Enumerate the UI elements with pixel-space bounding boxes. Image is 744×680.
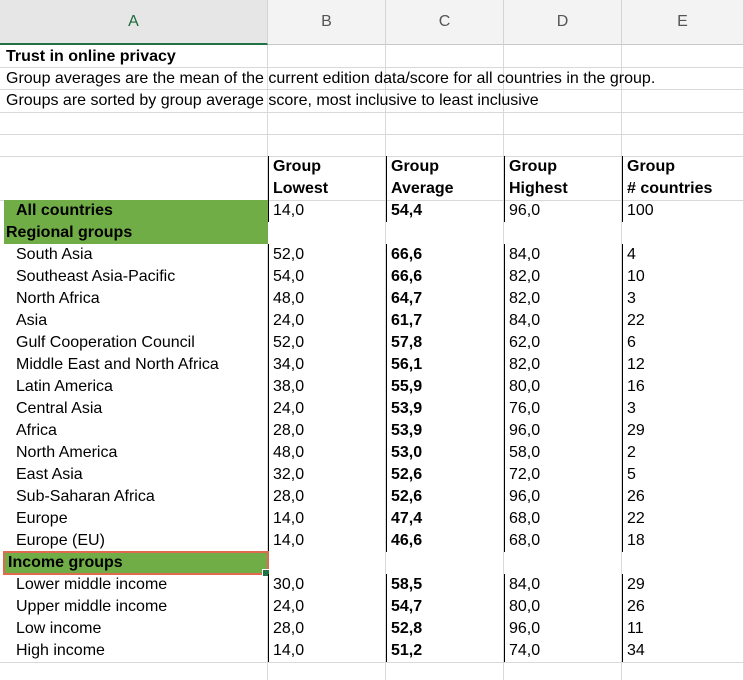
group-highest[interactable]: 84,0 — [504, 574, 622, 596]
group-name[interactable]: Gulf Cooperation Council — [16, 334, 195, 351]
group-name[interactable]: Central Asia — [16, 400, 103, 417]
all-countries-count[interactable]: 100 — [622, 200, 740, 222]
group-highest[interactable]: 96,0 — [504, 486, 622, 508]
group-average[interactable]: 55,9 — [386, 376, 504, 398]
group-lowest[interactable]: 24,0 — [268, 596, 386, 618]
group-highest[interactable]: 74,0 — [504, 640, 622, 662]
group-count[interactable]: 29 — [622, 420, 740, 442]
group-name[interactable]: Latin America — [16, 378, 113, 395]
group-count[interactable]: 6 — [622, 332, 740, 354]
group-highest[interactable]: 96,0 — [504, 420, 622, 442]
group-name[interactable]: Southeast Asia-Pacific — [16, 268, 176, 285]
group-average[interactable]: 58,5 — [386, 574, 504, 596]
group-name[interactable]: Lower middle income — [16, 576, 168, 593]
header-average-line2[interactable]: Average — [386, 178, 504, 200]
group-count[interactable]: 12 — [622, 354, 740, 376]
column-header-a[interactable] — [0, 0, 268, 45]
group-highest[interactable]: 72,0 — [504, 464, 622, 486]
group-lowest[interactable]: 48,0 — [268, 442, 386, 464]
header-count-line2[interactable]: # countries — [622, 178, 740, 200]
group-name[interactable]: Asia — [16, 312, 48, 329]
header-lowest-line2[interactable]: Lowest — [268, 178, 386, 200]
group-highest[interactable]: 76,0 — [504, 398, 622, 420]
group-count[interactable]: 22 — [622, 310, 740, 332]
group-average[interactable]: 52,6 — [386, 486, 504, 508]
header-count-line1[interactable]: Group — [622, 156, 740, 178]
grid-line — [0, 112, 744, 113]
group-lowest[interactable]: 24,0 — [268, 310, 386, 332]
column-header-d[interactable] — [504, 0, 622, 45]
group-name[interactable]: Sub-Saharan Africa — [16, 488, 155, 505]
group-name[interactable]: Middle East and North Africa — [16, 356, 219, 373]
group-average[interactable]: 53,9 — [386, 420, 504, 442]
header-lowest-line1[interactable]: Group — [268, 156, 386, 178]
group-count[interactable]: 29 — [622, 574, 740, 596]
header-highest-line2[interactable]: Highest — [504, 178, 622, 200]
group-highest[interactable]: 58,0 — [504, 442, 622, 464]
column-header-label: E — [677, 13, 688, 30]
column-header-label: B — [321, 13, 332, 30]
group-name[interactable]: East Asia — [16, 466, 83, 483]
group-count[interactable]: 5 — [622, 464, 740, 486]
group-highest[interactable]: 82,0 — [504, 288, 622, 310]
group-lowest[interactable]: 32,0 — [268, 464, 386, 486]
group-lowest[interactable]: 34,0 — [268, 354, 386, 376]
group-count[interactable]: 22 — [622, 508, 740, 530]
group-count[interactable]: 34 — [622, 640, 740, 662]
group-highest[interactable]: 84,0 — [504, 244, 622, 266]
group-average[interactable]: 51,2 — [386, 640, 504, 662]
group-lowest[interactable]: 52,0 — [268, 244, 386, 266]
group-lowest[interactable]: 54,0 — [268, 266, 386, 288]
all-countries-label[interactable]: All countries — [4, 200, 268, 222]
group-lowest[interactable]: 28,0 — [268, 420, 386, 442]
group-average[interactable]: 47,4 — [386, 508, 504, 530]
column-header-e[interactable] — [622, 0, 744, 45]
group-count[interactable]: 10 — [622, 266, 740, 288]
group-highest[interactable]: 96,0 — [504, 618, 622, 640]
group-name[interactable]: Low income — [16, 620, 102, 637]
group-count[interactable]: 18 — [622, 530, 740, 552]
group-lowest[interactable]: 28,0 — [268, 486, 386, 508]
group-average[interactable]: 56,1 — [386, 354, 504, 376]
group-highest[interactable]: 82,0 — [504, 266, 622, 288]
group-count[interactable]: 2 — [622, 442, 740, 464]
sheet-title[interactable]: Trust in online privacy — [6, 48, 176, 65]
group-lowest[interactable]: 14,0 — [268, 640, 386, 662]
all-countries-average[interactable]: 54,4 — [386, 200, 504, 222]
group-count[interactable]: 3 — [622, 398, 740, 420]
group-average[interactable]: 53,0 — [386, 442, 504, 464]
group-lowest[interactable]: 14,0 — [268, 508, 386, 530]
group-name[interactable]: Upper middle income — [16, 598, 168, 615]
group-highest[interactable]: 80,0 — [504, 596, 622, 618]
group-lowest[interactable]: 52,0 — [268, 332, 386, 354]
group-name[interactable]: Europe — [16, 510, 68, 527]
group-highest[interactable]: 82,0 — [504, 354, 622, 376]
group-average[interactable]: 52,6 — [386, 464, 504, 486]
group-lowest[interactable]: 48,0 — [268, 288, 386, 310]
group-highest[interactable]: 68,0 — [504, 508, 622, 530]
group-lowest[interactable]: 24,0 — [268, 398, 386, 420]
group-name[interactable]: Europe (EU) — [16, 532, 105, 549]
group-average[interactable]: 66,6 — [386, 244, 504, 266]
group-name[interactable]: North Africa — [16, 290, 100, 307]
group-lowest[interactable]: 28,0 — [268, 618, 386, 640]
group-count[interactable]: 3 — [622, 288, 740, 310]
group-name[interactable]: High income — [16, 642, 105, 659]
column-header-label: D — [556, 13, 569, 30]
group-count[interactable]: 4 — [622, 244, 740, 266]
group-lowest[interactable]: 38,0 — [268, 376, 386, 398]
group-name[interactable]: Africa — [16, 422, 57, 439]
group-highest[interactable]: 84,0 — [504, 310, 622, 332]
group-count[interactable]: 26 — [622, 596, 740, 618]
group-average[interactable]: 54,7 — [386, 596, 504, 618]
column-header-label: C — [438, 13, 451, 30]
column-header-label: A — [128, 12, 139, 30]
group-average[interactable]: 61,7 — [386, 310, 504, 332]
regional-groups-label[interactable]: Regional groups — [4, 222, 268, 244]
all-countries-lowest[interactable]: 14,0 — [268, 200, 386, 222]
group-highest[interactable]: 80,0 — [504, 376, 622, 398]
column-header-b[interactable] — [268, 0, 386, 45]
group-average[interactable]: 53,9 — [386, 398, 504, 420]
header-highest-line1[interactable]: Group — [504, 156, 622, 178]
note-text[interactable]: Group averages are the mean of the current edition data/score for all countries in the group. — [6, 70, 656, 87]
income-groups-label[interactable]: Income groups — [4, 552, 268, 574]
grid-line — [0, 662, 744, 663]
column-header-c[interactable] — [386, 0, 504, 45]
header-average-line1[interactable]: Group — [386, 156, 504, 178]
all-countries-highest[interactable]: 96,0 — [504, 200, 622, 222]
group-average[interactable]: 66,6 — [386, 266, 504, 288]
group-average[interactable]: 64,7 — [386, 288, 504, 310]
note-text[interactable]: Groups are sorted by group average score, most inclusive to least inclusive — [6, 92, 539, 109]
grid-line — [0, 134, 744, 135]
group-count[interactable]: 26 — [622, 486, 740, 508]
group-average[interactable]: 46,6 — [386, 530, 504, 552]
group-lowest[interactable]: 14,0 — [268, 530, 386, 552]
group-name[interactable]: South Asia — [16, 246, 93, 263]
group-highest[interactable]: 68,0 — [504, 530, 622, 552]
group-count[interactable]: 11 — [622, 618, 740, 640]
group-name[interactable]: North America — [16, 444, 118, 461]
group-lowest[interactable]: 30,0 — [268, 574, 386, 596]
group-count[interactable]: 16 — [622, 376, 740, 398]
group-average[interactable]: 52,8 — [386, 618, 504, 640]
group-highest[interactable]: 62,0 — [504, 332, 622, 354]
group-average[interactable]: 57,8 — [386, 332, 504, 354]
